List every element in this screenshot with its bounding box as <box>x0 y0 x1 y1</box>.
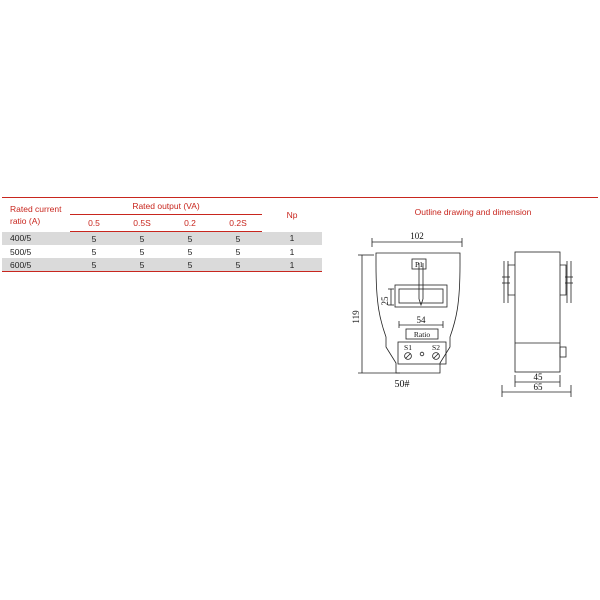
class-header: 0.5 <box>70 215 118 232</box>
p1-label: P1 <box>415 260 423 269</box>
value-cell: 5 <box>214 245 262 258</box>
col-header-ratio: Rated current ratio (A) <box>2 198 70 232</box>
table-row <box>2 232 322 246</box>
col-header-np: Np <box>262 198 322 232</box>
ratio-cell: 400/5 <box>2 232 70 246</box>
ct-body-outline <box>376 253 460 373</box>
value-cell: 5 <box>70 232 118 246</box>
table-row <box>2 245 322 258</box>
np-cell: 1 <box>262 245 322 258</box>
window-height-label: 25 <box>380 296 390 306</box>
col-header-output: Rated output (VA) <box>70 198 262 215</box>
front-view <box>358 238 462 373</box>
value-cell: 5 <box>214 258 262 272</box>
ratio-cell: 600/5 <box>2 258 70 272</box>
side-view-labels <box>534 372 544 392</box>
s2-label: S2 <box>432 343 440 352</box>
value-cell: 5 <box>214 232 262 246</box>
value-cell: 5 <box>70 245 118 258</box>
model-label: 50# <box>394 379 410 390</box>
depth-inner-label: 45 <box>533 372 543 382</box>
value-cell: 5 <box>166 232 214 246</box>
rating-table <box>2 197 322 272</box>
value-cell: 5 <box>166 258 214 272</box>
depth-outer-label: 65 <box>533 382 543 392</box>
value-cell: 5 <box>70 258 118 272</box>
width-dim-label: 102 <box>410 231 424 241</box>
class-header: 0.5S <box>118 215 166 232</box>
window-width-label: 54 <box>416 315 426 325</box>
outline-drawing <box>340 225 600 400</box>
side-body <box>515 252 560 372</box>
height-dim-label: 119 <box>351 310 361 324</box>
primary-window <box>395 285 447 307</box>
nameplate-label: Ratio <box>413 330 431 339</box>
table-row <box>2 258 322 272</box>
value-cell: 5 <box>118 258 166 272</box>
np-cell: 1 <box>262 232 322 246</box>
ratio-cell: 500/5 <box>2 245 70 258</box>
value-cell: 5 <box>118 245 166 258</box>
class-header: 0.2S <box>214 215 262 232</box>
s1-label: S1 <box>404 343 412 352</box>
class-header: 0.2 <box>166 215 214 232</box>
np-cell: 1 <box>262 258 322 272</box>
outline-title: Outline drawing and dimension <box>414 207 532 217</box>
value-cell: 5 <box>118 232 166 246</box>
header-rule <box>322 197 598 198</box>
value-cell: 5 <box>166 245 214 258</box>
primary-window-inner <box>399 289 443 303</box>
